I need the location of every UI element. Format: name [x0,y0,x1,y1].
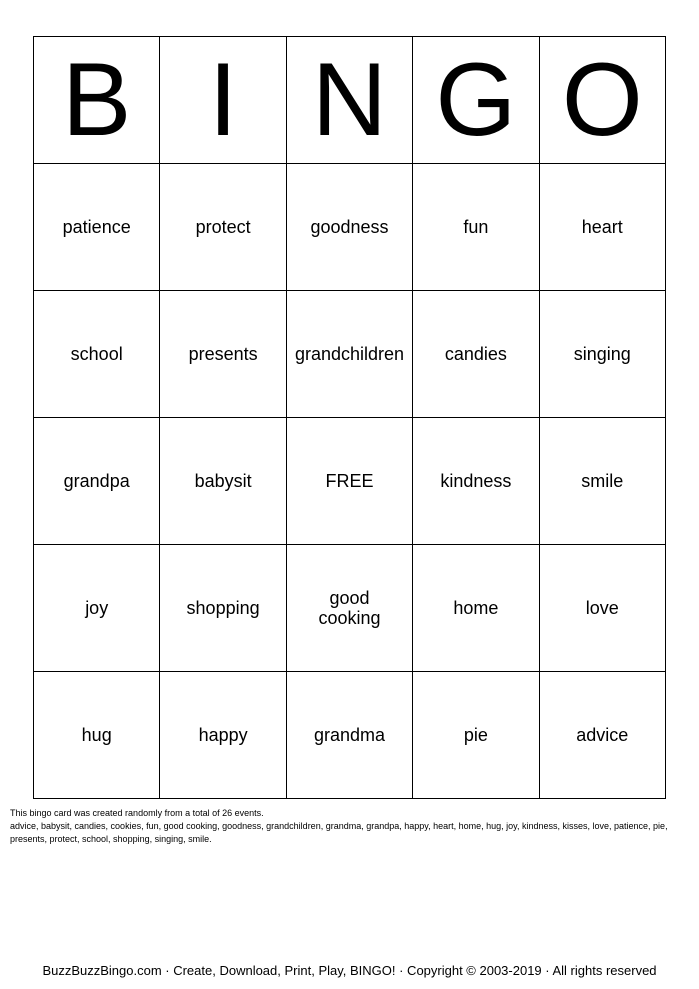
card-info-note [10,807,690,846]
bingo-cell: candies [413,291,539,418]
bingo-cell: pie [413,672,539,799]
header-letter-o: O [539,37,665,164]
header-row [34,37,666,164]
bingo-cell: shopping [160,545,286,672]
bingo-cell: school [34,291,160,418]
grid-row [34,291,666,418]
bingo-cell: love [539,545,665,672]
header-letter-i: I [160,37,286,164]
bingo-cell: hug [34,672,160,799]
grid-row [34,545,666,672]
bingo-cell: singing [539,291,665,418]
bingo-cell: grandchildren [286,291,412,418]
bingo-cell: fun [413,164,539,291]
header-letter-n: N [286,37,412,164]
bingo-cell: advice [539,672,665,799]
bingo-cell: patience [34,164,160,291]
grid-row [34,164,666,291]
card-info-intro: This bingo card was created randomly from a total of 26 events. [10,808,264,818]
free-space-cell: FREE [286,418,412,545]
header-letter-b: B [34,37,160,164]
bingo-cell: grandma [286,672,412,799]
bingo-cell: protect [160,164,286,291]
header-letter-g: G [413,37,539,164]
event-list: advice, babysit, candies, cookies, fun, good cooking, goodness, grandchildren, grandma, grandpa, happy, heart, home, hug, joy, kindness, kisses, love, patience, pie, presents, protect, school, shopping, singing, smile. [10,821,668,844]
bingo-cell: goodness [286,164,412,291]
grid-row [34,672,666,799]
grid-row [34,418,666,545]
bingo-cell: babysit [160,418,286,545]
bingo-cell: joy [34,545,160,672]
bingo-cell: happy [160,672,286,799]
bingo-cell: presents [160,291,286,418]
bingo-cell: smile [539,418,665,545]
bingo-cell: kindness [413,418,539,545]
bingo-cell: heart [539,164,665,291]
bingo-cell: good cooking [286,545,412,672]
bingo-cell: home [413,545,539,672]
bingo-card [33,36,666,799]
bingo-cell: grandpa [34,418,160,545]
footer-copyright: BuzzBuzzBingo.com · Create, Download, Print, Play, BINGO! · Copyright © 2003-2019 · All rights reserved [42,963,657,978]
